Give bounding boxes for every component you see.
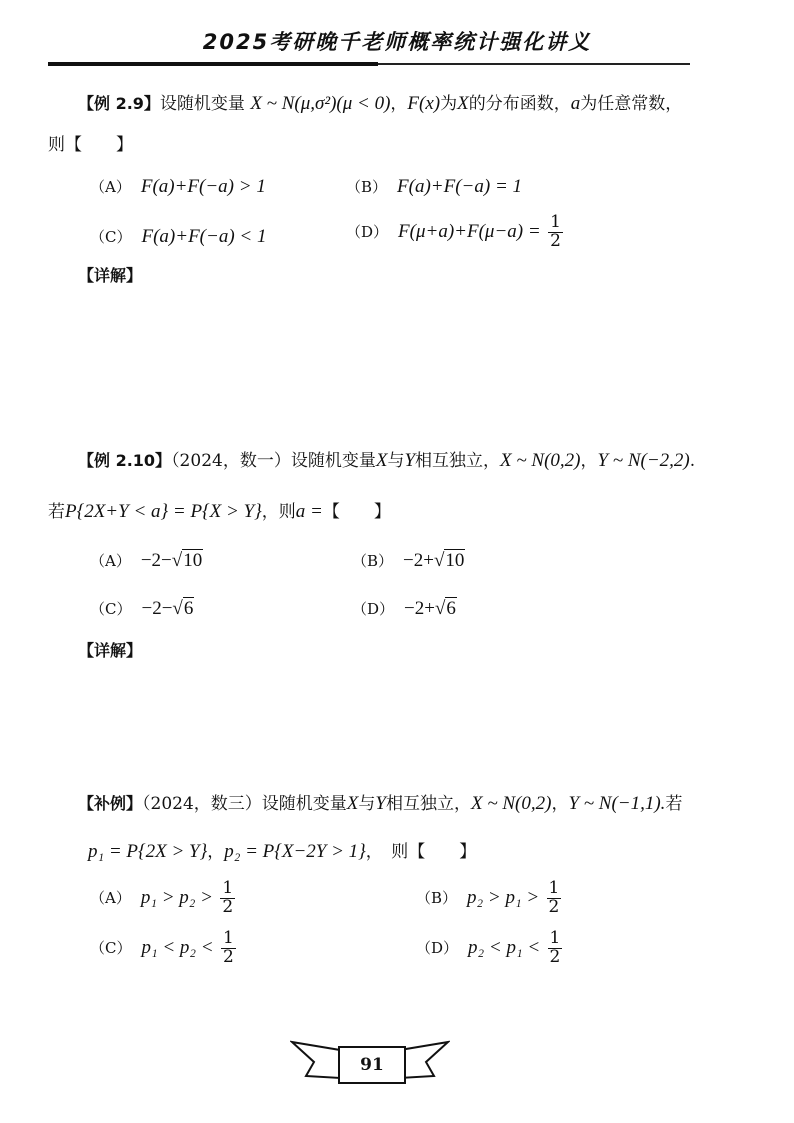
example-2-9-answer-line: 则【 】 xyxy=(48,135,133,155)
fraction: $\frac{1}{2}$ xyxy=(222,878,234,917)
option-c: （C） −2−√6 xyxy=(90,598,194,619)
example-2-10-statement: 【例 2.10】（2024，数一）设随机变量X与Y相互独立，X ~ N(0,2)，Y ~ N(−2,2). xyxy=(78,450,696,471)
example-label: 【例 2.10】 xyxy=(78,451,172,470)
option-a: （A） −2−√10 xyxy=(90,550,203,571)
supplementary-example-statement: 【补例】（2024，数三）设随机变量X与Y相互独立，X ~ N(0,2)，Y ~ N(−1,1).若 xyxy=(78,793,683,814)
example-2-9-statement: 【例 2.9】设随机变量 X ~ N(μ,σ²)(μ < 0)，F(x)为X的分布函数，a为任意常数， xyxy=(78,93,683,114)
option-b: （B） −2+√10 xyxy=(352,550,465,571)
fraction: $\frac{1}{2}$ xyxy=(223,928,234,967)
header-rule-thin xyxy=(378,63,690,65)
option-b: （B） p₂ > p₁ > $\frac{1}{2}$ xyxy=(416,878,560,917)
example-2-10-question-line: 若P{2X+Y < a} = P{X > Y}，则a =【 】 xyxy=(48,501,391,522)
option-c: （C） F(a)+F(−a) < 1 xyxy=(90,226,267,247)
supplementary-question-line: p₁ = P{2X > Y}，p₂ = P{X−2Y > 1}， 则【 】 xyxy=(88,841,477,862)
page-number: 91 xyxy=(338,1046,406,1084)
option-d: （D） p₂ < p₁ < $\frac{1}{2}$ xyxy=(416,928,561,967)
header-rule-thick xyxy=(48,62,378,66)
page-number-banner xyxy=(290,1036,450,1092)
option-d: （D） −2+√6 xyxy=(352,598,456,619)
fraction: $\frac{1}{2}$ xyxy=(549,928,561,967)
example-label: 【补例】 xyxy=(78,794,143,813)
option-a: （A） p₁ > p₂ > $\frac{1}{2}$ xyxy=(90,878,234,917)
detail-heading: 【详解】 xyxy=(78,266,143,285)
fraction: $\frac{1}{2}$ xyxy=(550,212,561,251)
detail-heading: 【详解】 xyxy=(78,641,143,660)
page-header-title: 2025考研晚千老师概率统计强化讲义 xyxy=(202,30,592,54)
example-label: 【例 2.9】 xyxy=(78,94,160,113)
option-a: （A） F(a)+F(−a) > 1 xyxy=(90,176,266,197)
option-d: （D） F(μ+a)+F(μ−a) = $\frac{1}{2}$ xyxy=(346,212,561,251)
fraction: $\frac{1}{2}$ xyxy=(548,878,560,917)
option-b: （B） F(a)+F(−a) = 1 xyxy=(346,176,523,197)
option-c: （C） p₁ < p₂ < $\frac{1}{2}$ xyxy=(90,928,234,967)
math-distribution: X ~ N(μ,σ²)(μ < 0) xyxy=(250,93,391,114)
